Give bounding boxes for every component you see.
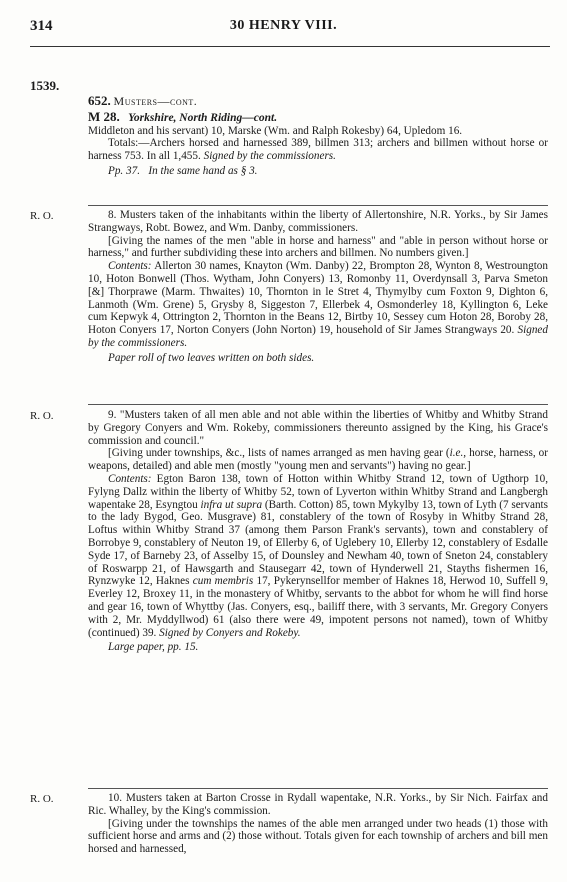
- sec8-roll: Paper roll of two leaves written on both sides.: [108, 351, 315, 364]
- m28-totals: Totals:—Archers horsed and harnessed 389, billmen 313; archers and billmen without horse or harness 753. In all 1,455.: [88, 137, 548, 163]
- m28-county: Yorkshire, North Riding—cont.: [128, 111, 278, 124]
- sec9-c2: (Barth. Cotton) 85, town Mykylby 13, town of Lyth (7 servants to the lady Bygod, Geo. Musgrave) 81, constablery of the town of Rosyby in Whitby Strand 28, Loftus within Whitby Strand 37 (among them Parson Frank's servants), town and constablery of Borrobye 9, constablery of Neuton 19, of Ellerby 6, of Uglebery 10, Ellerby 12, constablery of Esdalle Syde 17, of Barneby 23, of Asselby 15, of Dounsley and Newham 40, town of Sneton 24, constablery of Roswarpp 21, of Hawsgarth and Stausegarr 42, town of Hynderwell 21, Stayths fishermen 16, Rynzwyke 12, Haknes: [88, 498, 548, 588]
- sec8-contents-label: Contents:: [108, 260, 152, 273]
- sec9-c1: Egton Baron 138, town of Hotton within Whitby Strand 12, town of Ugthorp 10, Fylyng Dallz within the liberty of Whitby 52, town of Lyverton within Whitby Strand and Langbergh wapentake 28, Esyngtou: [88, 472, 548, 511]
- sec9-contents-label: Contents:: [108, 472, 152, 485]
- sec9-p2b: horse, harness, or weapons, detailed) and able men (mostly "young men and servants") having no gear.]: [88, 447, 549, 473]
- sec10-margin: R. O.: [30, 793, 54, 805]
- entry-652-block: [88, 95, 548, 178]
- sec9-p2ie: i.e.,: [449, 447, 467, 460]
- m28-code: M 28.: [88, 108, 120, 124]
- entry-number: 652.: [88, 93, 111, 108]
- sec10-block: [88, 792, 548, 856]
- sec9-large: Large paper, pp. 15.: [108, 641, 199, 654]
- page-number: 314: [30, 18, 53, 34]
- m28-para1: Middleton and his servant) 10, Marske (Wm. and Ralph Rokesby) 64, Upledom 16.: [88, 124, 463, 137]
- sec8-signed: Signed by the commissioners.: [88, 324, 548, 349]
- sec9-c3: 17, Pykerynsellfor member of Haknes 18, Herwod 10, Suffell 9, Everley 12, Broxey 11, in the monastery of Whitby, servants to the abbot for whom he will find horse and gear 16, town of Whyttby (Jas. Conyers, esq., bailiff there, with 3 servants, Mr. Gregory Conyers with 2, Mr. Myddyllwod) 61 (also there were 49, impotent persons not named), town of Whitby (continued) 39.: [88, 575, 548, 639]
- sec9-contents: [88, 473, 548, 639]
- sec8-para2: [Giving the names of the men "able in horse and harness" and "able in person without horse or harness," and further subdividing these into archers and billmen. No numbers given.]: [88, 234, 548, 260]
- separator-2: [88, 404, 548, 405]
- sec10-para2: [Giving under the townships the names of the able men arranged under two heads (1) those with sufficient horse and arms and (2) those without. Totals given for each township of archers and bill men horsed and harnessed,: [88, 817, 548, 856]
- m28-pp: Pp. 37.: [108, 164, 141, 177]
- m28-hand: In the same hand as § 3.: [148, 164, 258, 177]
- header-rule: [30, 46, 550, 47]
- running-title: 30 HENRY VIII.: [229, 18, 338, 33]
- m28-signed: Signed by the commissioners.: [203, 150, 336, 163]
- sec8-contents: [88, 260, 548, 350]
- sec9-para1: 9. "Musters taken of all men able and not able within the liberties of Whitby and Whitby Strand by Gregory Conyers and Wm. Rokeby, commissioners thereunto assigned by the King, his Grace's commission and council.": [88, 409, 548, 447]
- sec9-margin: R. O.: [30, 410, 54, 422]
- sec9-infra: infra ut supra: [200, 498, 263, 511]
- sec10-para1: 10. Musters taken at Barton Crosse in Rydall wapentake, N.R. Yorks., by Sir Nich. Fairfax and Ric. Whalley, by the King's commission.: [88, 792, 548, 817]
- sec8-block: [88, 209, 548, 365]
- year-label: 1539.: [30, 78, 60, 93]
- separator-3: [88, 788, 548, 789]
- sec9-para2: [88, 447, 548, 473]
- m28-pp-line: [88, 165, 548, 178]
- separator-1: [88, 205, 548, 206]
- sec9-block: [88, 409, 548, 654]
- sec8-para1: 8. Musters taken of the inhabitants within the liberty of Allertonshire, N.R. Yorks., by Sir James Strangways, Robt. Bowez, and Wm. Danby, commissioners.: [88, 209, 548, 234]
- sec9-cum: cum membris: [192, 575, 254, 588]
- entry-title: Musters—cont.: [113, 94, 198, 108]
- sec9-p2a: [Giving under townships, &c., lists of names arranged as men having gear (: [108, 447, 450, 460]
- m28-totals-para: [88, 137, 548, 163]
- sec9-signed: Signed by Conyers and Rokeby.: [159, 626, 301, 639]
- sec8-contents-text: Allerton 30 names, Knayton (Wm. Danby) 22, Brompton 28, Wynton 8, Westroungton 10, Hoton Bonwell (Thos. Wytham, John Conyers) 13, Romonby 11, Overdynsall 3, Parva Smeton [&] Thorprawe (Marm. Thwaites) 10, Thornton in le Stret 4, Thymylby cum Foxton 9, Dighton 6, Lanmoth (Wm. Grene) 5, Grysby 8, Siggeston 7, Ellerbek 4, Osmonderley 18, Kyllington 6, Leke cum Kepwyk 4, Ottrington 2, Thornton in the Beans 12, Birtby 10, Sessey cum Hoton 28, Boroby 28, Hoton Conyers 17, Norton Conyers (John Norton) 19, household of Sir James Strangways 20.: [88, 260, 548, 337]
- sec8-margin: R. O.: [30, 210, 54, 222]
